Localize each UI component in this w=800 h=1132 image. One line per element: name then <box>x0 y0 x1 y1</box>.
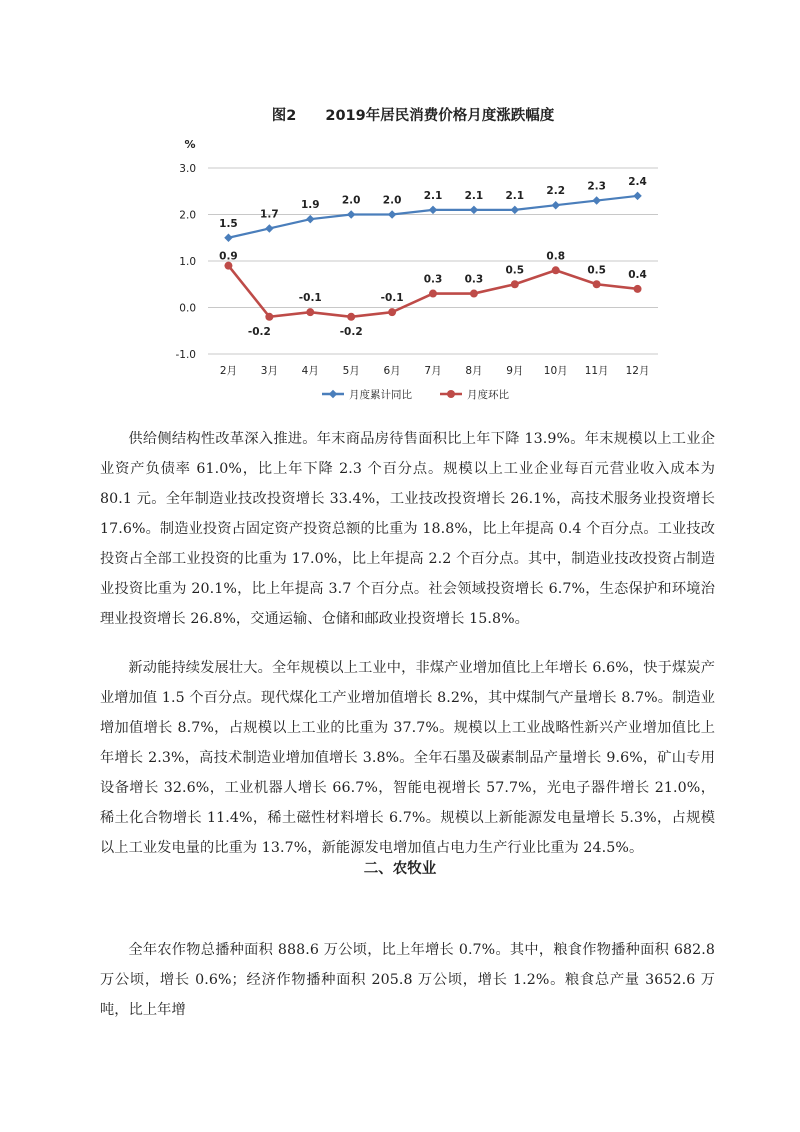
data-point <box>552 266 560 274</box>
data-point <box>633 192 641 200</box>
y-axis-ticks <box>176 163 197 361</box>
x-tick-label: 9月 <box>506 365 524 377</box>
data-label: 2.2 <box>546 185 566 198</box>
data-label: 2.0 <box>341 194 361 207</box>
data-point <box>511 206 519 214</box>
y-tick-label: 3.0 <box>179 163 196 175</box>
legend-label: 月度环比 <box>467 389 509 401</box>
data-label: 1.7 <box>260 208 279 221</box>
data-label: -0.1 <box>298 292 322 305</box>
data-point <box>470 290 478 298</box>
data-point <box>634 285 642 293</box>
x-tick-label: 5月 <box>342 365 360 377</box>
data-label: -0.2 <box>247 325 271 338</box>
data-point <box>592 196 600 204</box>
x-tick-label: 3月 <box>260 365 278 377</box>
data-label: 2.1 <box>464 189 484 202</box>
chart-series <box>219 176 647 338</box>
data-label: 0.5 <box>505 264 525 277</box>
data-label: 2.0 <box>382 194 402 207</box>
x-tick-label: 6月 <box>383 365 401 377</box>
data-point <box>347 313 355 321</box>
cpi-monthly-line-chart <box>150 98 670 408</box>
data-point <box>388 308 396 316</box>
data-point <box>224 234 232 242</box>
data-label: 0.4 <box>628 268 647 281</box>
data-label: 0.9 <box>219 250 238 263</box>
x-tick-label: 10月 <box>543 365 568 377</box>
data-label: 2.1 <box>505 189 525 202</box>
data-point <box>388 210 396 218</box>
x-tick-label: 7月 <box>424 365 442 377</box>
data-label: -0.2 <box>339 325 363 338</box>
y-tick-label: -1.0 <box>175 349 196 361</box>
legend-marker <box>447 390 455 398</box>
data-label: 0.3 <box>464 273 484 286</box>
data-label: -0.1 <box>380 292 404 305</box>
x-tick-label: 11月 <box>584 365 609 377</box>
data-label: 0.8 <box>546 250 566 263</box>
y-axis-unit-label: % <box>184 138 196 151</box>
data-label: 2.3 <box>587 180 606 193</box>
series-line-0 <box>228 196 637 238</box>
x-tick-label: 8月 <box>465 365 483 377</box>
paragraph-agriculture: 全年农作物总播种面积 888.6 万公顷，比上年增长 0.7%。其中，粮食作物播种面积 682.8 万公顷，增长 0.6%；经济作物播种面积 205.8 万公顷，增长 1.2%。粮食总产量 3652.6 万吨，比上年增 <box>100 942 715 1018</box>
data-point <box>511 280 519 288</box>
data-label: 2.4 <box>628 175 647 188</box>
section-title-agriculture: 二、农牧业 <box>363 860 437 877</box>
y-tick-label: 1.0 <box>179 256 196 268</box>
data-point <box>593 280 601 288</box>
legend-label: 月度累计同比 <box>349 389 412 401</box>
y-tick-label: 0.0 <box>179 302 196 315</box>
data-point <box>551 201 559 209</box>
data-label: 1.5 <box>219 217 238 230</box>
data-label: 0.5 <box>587 264 606 277</box>
x-axis-ticks <box>220 365 650 377</box>
data-point <box>265 224 273 232</box>
data-point <box>470 206 478 214</box>
data-point <box>265 313 273 321</box>
chart-title: 图2 2019年居民消费价格月度涨跌幅度 <box>271 108 555 124</box>
data-label: 2.1 <box>423 189 443 202</box>
data-point <box>429 206 437 214</box>
legend-marker <box>329 390 337 398</box>
data-label: 1.9 <box>300 199 320 212</box>
data-point <box>429 290 437 298</box>
data-point <box>224 262 232 270</box>
data-point <box>347 210 355 218</box>
x-tick-label: 12月 <box>625 365 650 377</box>
data-point <box>306 308 314 316</box>
chart-legend <box>322 388 509 401</box>
y-tick-label: 2.0 <box>179 209 196 222</box>
x-tick-label: 4月 <box>301 365 319 377</box>
x-tick-label: 2月 <box>219 365 238 377</box>
data-label: 0.3 <box>423 273 443 286</box>
data-point <box>306 215 314 223</box>
paragraph-supply-side-reform: 供给侧结构性改革深入推进。年末商品房待售面积比上年下降 13.9%。年末规模以上工业企业资产负债率 61.0%，比上年下降 2.3 个百分点。规模以上工业企业每百元营业收入成本为 80.1 元。全年制造业技改投资增长 33.4%，工业技改投资增长 26.1%，高技术服务业投资增长 17.6%。制造业投资占固定资产投资总额的比重为 18.8%，比上年提高 0.4 个百分点。工业技改投资占全部工业投资的比重为 17.0%，比上年提高 2.2 个百分点。其中，制造业技改投资占制造业投资比重为 20.1%，比上年提高 3.7 个百分点。社会领域投资增长 6.7%，生态保护和环境治理业投资增长 26.8%，交通运输、仓储和邮政业投资增长 15.8%。 <box>100 431 715 627</box>
paragraph-new-momentum: 新动能持续发展壮大。全年规模以上工业中，非煤产业增加值比上年增长 6.6%，快于煤炭产业增加值 1.5 个百分点。现代煤化工产业增加值增长 8.2%，其中煤制气产量增长 8.7%。制造业增加值增长 8.7%，占规模以上工业的比重为 37.7%。规模以上工业战略性新兴产业增加值比上年增长 2.3%，高技术制造业增加值增长 3.8%。全年石墨及碳素制品产量增长 9.6%，矿山专用设备增长 32.6%，工业机器人增长 66.7%，智能电视增长 57.7%，光电子器件增长 21.0%，稀土化合物增长 11.4%，稀土磁性材料增长 6.7%。规模以上新能源发电量增长 5.3%，占规模以上工业发电量的比重为 13.7%，新能源发电增加值占电力生产行业比重为 24.5%。 <box>100 660 715 856</box>
